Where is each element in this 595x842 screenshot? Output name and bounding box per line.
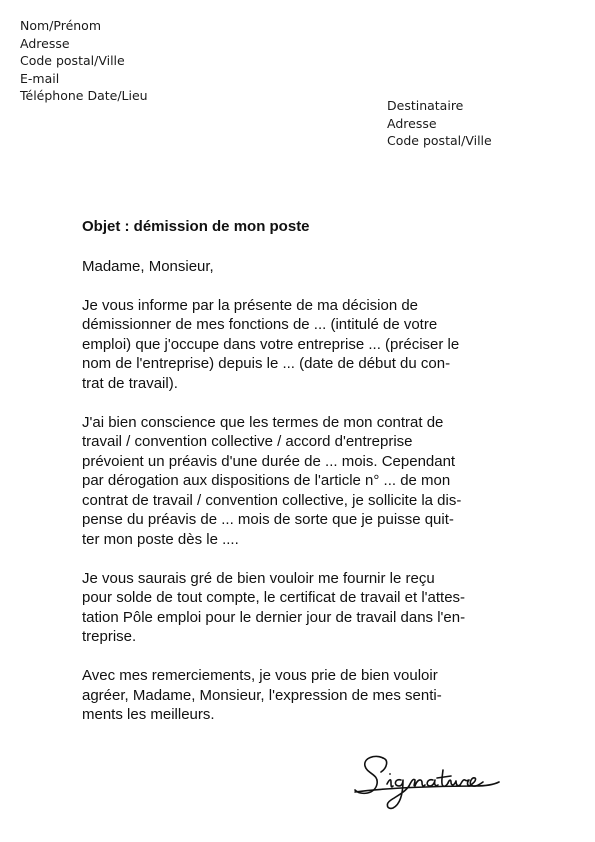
- paragraph-line: ments les meilleurs.: [82, 706, 215, 723]
- paragraph-line: trat de travail).: [82, 374, 178, 392]
- sender-email: E-mail: [20, 70, 60, 86]
- paragraph-documents: [82, 569, 522, 647]
- paragraph-line: ter mon poste dès le ....: [82, 530, 239, 548]
- signature-mark: [345, 752, 505, 822]
- paragraph-line: agréer, Madame, Monsieur, l'expression de mes senti-: [82, 686, 442, 704]
- paragraph-line: prévoient un préavis d'une durée de ... mois. Cependant: [82, 452, 456, 470]
- paragraph-notice: [82, 413, 522, 550]
- paragraph-line: treprise.: [82, 628, 137, 645]
- recipient-block: [387, 97, 492, 150]
- letter-body: [82, 217, 522, 725]
- recipient-postal-city: Code postal/Ville: [387, 133, 492, 148]
- paragraph-line: travail / convention collective / accord d'entreprise: [82, 433, 413, 450]
- paragraph-intent: [82, 296, 522, 394]
- paragraph-line: J'ai bien conscience que les termes de mon contrat de: [82, 413, 444, 431]
- sender-phone-date-place: Téléphone Date/Lieu: [20, 88, 148, 103]
- recipient-address: Adresse: [387, 115, 437, 131]
- sender-postal-city: Code postal/Ville: [20, 53, 125, 68]
- paragraph-line: pour solde de tout compte, le certificat de travail et l'attes-: [82, 589, 466, 606]
- paragraph-line: Avec mes remerciements, je vous prie de bien vouloir: [82, 667, 438, 684]
- letter-salutation: Madame, Monsieur,: [82, 257, 214, 275]
- recipient-name: Destinataire: [387, 98, 464, 113]
- paragraph-line: pense du préavis de ... mois de sorte que je puisse quit-: [82, 511, 454, 528]
- paragraph-line: Je vous saurais gré de bien vouloir me fournir le reçu: [82, 569, 435, 587]
- paragraph-line: contrat de travail / convention collective, je sollicite la dis-: [82, 491, 462, 509]
- paragraph-line: par dérogation aux dispositions de l'article n° ... de mon: [82, 472, 451, 489]
- paragraph-line: nom de l'entreprise) depuis le ... (date de début du con-: [82, 355, 451, 372]
- letter-subject: Objet : démission de mon poste: [82, 218, 310, 235]
- sender-block: [20, 17, 148, 105]
- paragraph-line: emploi) que j'occupe dans votre entreprise ... (préciser le: [82, 335, 460, 353]
- paragraph-line: tation Pôle emploi pour le dernier jour de travail dans l'en-: [82, 608, 466, 626]
- sender-name: Nom/Prénom: [20, 18, 102, 33]
- sender-address: Adresse: [20, 35, 70, 51]
- paragraph-line: Je vous informe par la présente de ma décision de: [82, 296, 419, 314]
- paragraph-line: démissionner de mes fonctions de ... (intitulé de votre: [82, 316, 438, 333]
- paragraph-closing: [82, 666, 522, 725]
